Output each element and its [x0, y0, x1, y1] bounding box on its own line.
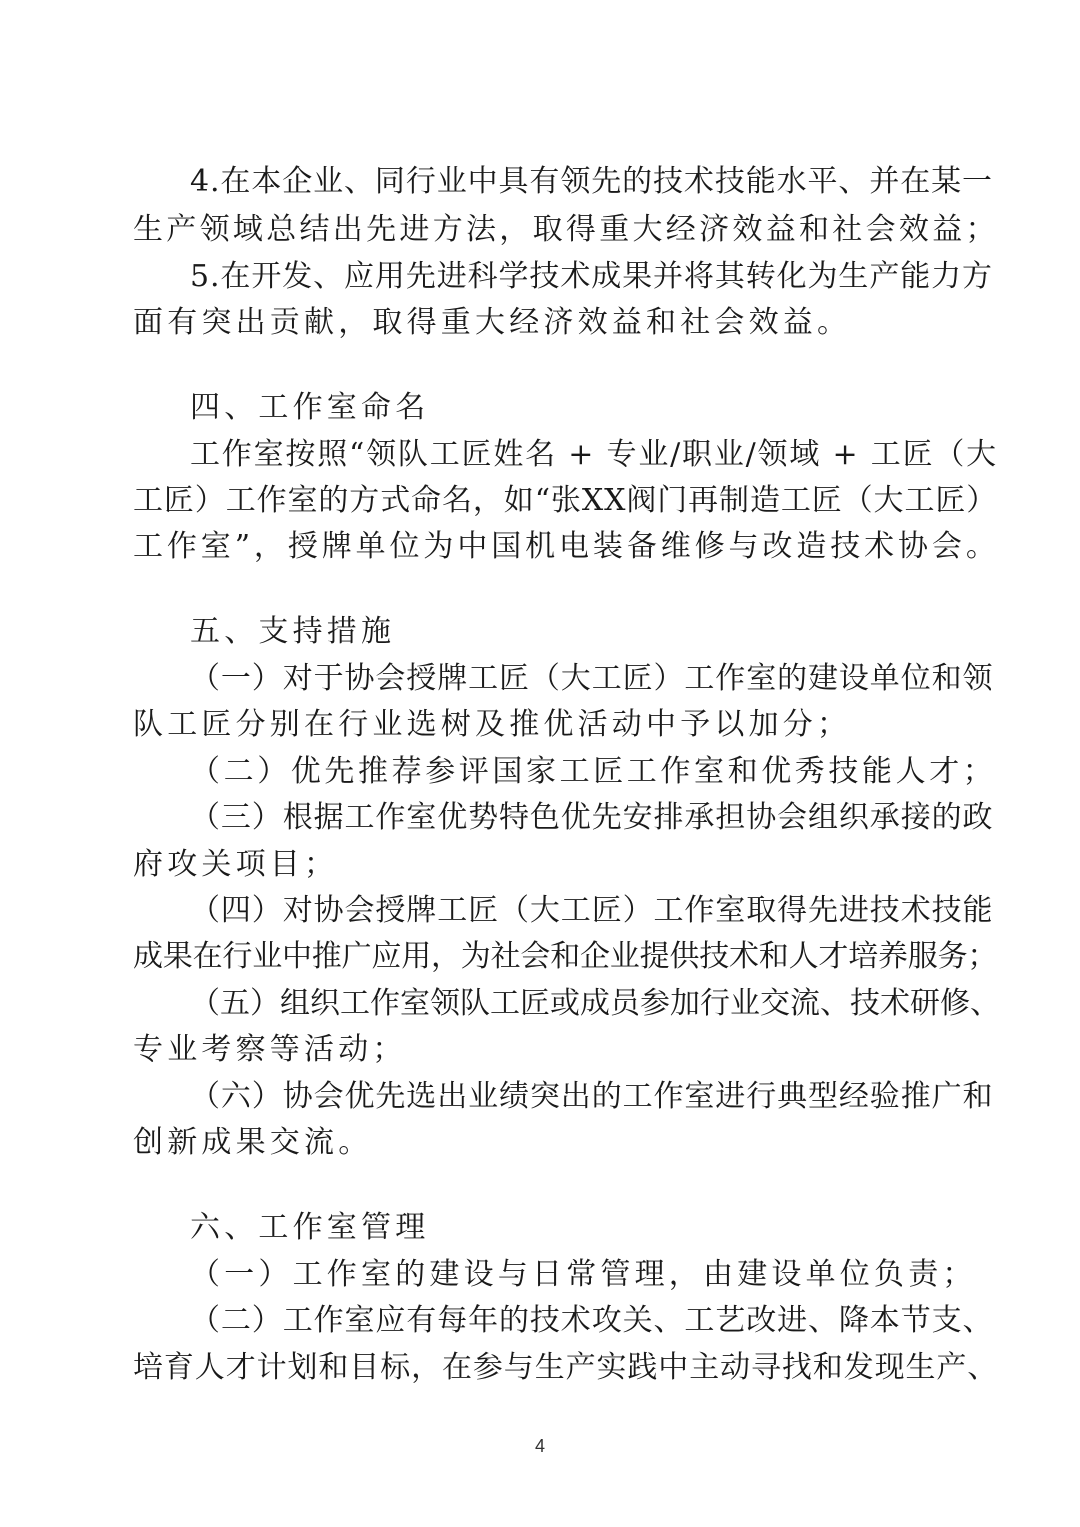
- paragraph-line: （六）协会优先选出业绩突出的工作室进行典型经验推广和: [190, 1079, 994, 1114]
- page-number: 4: [534, 1436, 545, 1456]
- paragraph-line: 生产领域总结出先进方法，取得重大经济效益和社会效益；: [133, 212, 999, 247]
- paragraph-line: 队工匠分别在行业选树及推优活动中予以加分；: [133, 707, 852, 742]
- paragraph-line: 5.在开发、应用先进科学技术成果并将其转化为生产能力方: [190, 259, 993, 294]
- paragraph-line: （三）根据工作室优势特色优先安排承担协会组织承接的政: [190, 800, 994, 835]
- paragraph-line: 工作室按照“领队工匠姓名 + 专业/职业/领域 + 工匠（大: [190, 437, 998, 472]
- paragraph-line: （一）工作室的建设与日常管理，由建设单位负责；: [190, 1257, 977, 1292]
- paragraph-line: 培育人才计划和目标，在参与生产实践中主动寻找和发现生产、: [133, 1350, 999, 1385]
- section-heading: 五、支持措施: [190, 614, 396, 649]
- paragraph-line: 专业考察等活动；: [133, 1032, 407, 1067]
- paragraph-line: （一）对于协会授牌工匠（大工匠）工作室的建设单位和领: [190, 661, 994, 696]
- paragraph-line: 面有突出贡献，取得重大经济效益和社会效益。: [133, 305, 852, 340]
- paragraph-line: （五）组织工作室领队工匠或成员参加行业交流、技术研修、: [190, 986, 1000, 1021]
- paragraph-line: （四）对协会授牌工匠（大工匠）工作室取得先进技术技能: [190, 893, 994, 928]
- paragraph-line: 工匠）工作室的方式命名，如“张XX阀门再制造工匠（大工匠）: [133, 483, 998, 518]
- section-heading: 四、工作室命名: [190, 390, 430, 425]
- paragraph-line: 4.在本企业、同行业中具有领先的技术技能水平、并在某一: [190, 164, 993, 199]
- paragraph-line: 创新成果交流。: [133, 1125, 373, 1160]
- section-heading: 六、工作室管理: [190, 1210, 430, 1245]
- paragraph-line: 工作室”，授牌单位为中国机电装备维修与改造技术协会。: [133, 529, 1000, 564]
- paragraph-line: 府攻关项目；: [133, 847, 339, 882]
- paragraph-line: 成果在行业中推广应用，为社会和企业提供技术和人才培养服务；: [133, 939, 998, 974]
- paragraph-line: （二）优先推荐参评国家工匠工作室和优秀技能人才；: [190, 754, 997, 789]
- paragraph-line: （二）工作室应有每年的技术攻关、工艺改进、降本节支、: [190, 1303, 994, 1338]
